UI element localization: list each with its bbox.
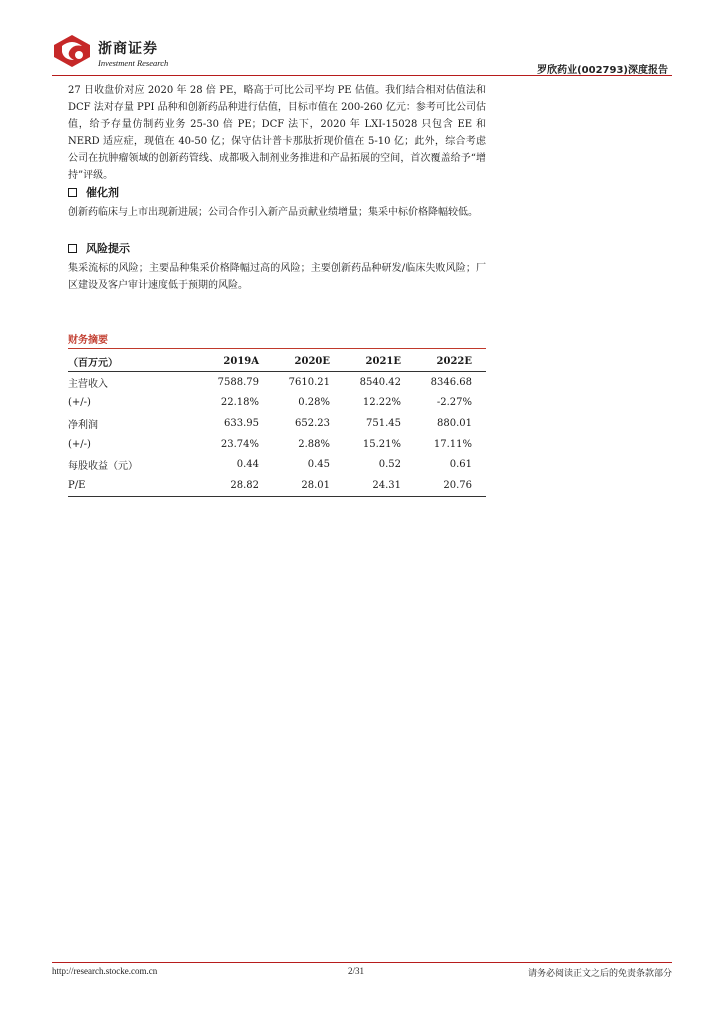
table-cell: 0.61	[449, 459, 472, 471]
table-row	[68, 454, 486, 475]
column-header: 2019A	[202, 351, 273, 372]
table-row	[68, 413, 486, 434]
table-cell: 633.95	[224, 417, 259, 429]
table-cell: 751.45	[366, 417, 401, 429]
page-header	[52, 32, 672, 78]
report-title: 罗欣药业(002793)深度报告	[537, 65, 668, 76]
table-cell: -2.27%	[436, 397, 472, 409]
row-label: 每股收益（元）	[68, 461, 138, 473]
column-header: 2020E	[273, 351, 344, 372]
header-divider	[52, 75, 672, 76]
table-cell: 0.44	[236, 459, 259, 471]
table-cell: 652.23	[295, 417, 330, 429]
table-cell: 15.21%	[362, 438, 401, 450]
table-cell: 17.11%	[433, 438, 472, 450]
column-header: 2022E	[415, 351, 486, 372]
section-risk-title: 风险提示	[86, 242, 130, 255]
table-row	[68, 475, 486, 496]
checkbox-bullet-icon	[68, 244, 77, 253]
table-cell: 7610.21	[288, 376, 330, 388]
table-cell: 20.76	[415, 475, 486, 496]
risk-paragraph: 集采流标的风险；主要品种集采价格降幅过高的风险；主要创新药品种研发/临床失败风险；厂区建设及客户审计速度低于预期的风险。	[68, 263, 486, 291]
table-cell: 22.18%	[220, 397, 259, 409]
row-label: P/E	[68, 475, 202, 496]
table-cell: 24.31	[344, 475, 415, 496]
page-number: 2/31	[348, 966, 365, 976]
column-header: 2021E	[344, 351, 415, 372]
financial-summary-table	[68, 351, 486, 497]
table-row	[68, 393, 486, 414]
table-cell: 28.82	[202, 475, 273, 496]
table-cell: 8540.42	[359, 376, 401, 388]
row-label: 净利润	[68, 419, 98, 431]
valuation-paragraph: 27 日收盘价对应 2020 年 28 倍 PE，略高于可比公司平均 PE 估值。我们结合相对估值法和 DCF 法对存量 PPI 品种和创新药品种进行估值，目标市值在 200-260 亿元：参考可比公司估值，给予存量仿制药业务 25-30 倍 PE；DCF 法下，2020 年 LXI-15028 只包含 EE 和 NERD 适应症，现值在 40-50 亿；保守估计普卡那肽折现价值在 5-10 亿；此外，综合考虑公司在抗肿瘤领域的创新药管线、成都吸入制剂业务推进和产品拓展的空间，首次覆盖给予“增持”评级。	[68, 85, 486, 181]
financial-summary-title: 财务摘要	[68, 335, 108, 346]
table-cell: 23.74%	[220, 438, 259, 450]
column-header: （百万元）	[68, 351, 202, 372]
row-label: 主营收入	[68, 378, 108, 390]
table-cell: 0.45	[307, 459, 330, 471]
section-risk	[68, 240, 130, 256]
company-name-en: Investment Research	[98, 58, 169, 68]
table-cell: 28.01	[273, 475, 344, 496]
table-header-row	[68, 351, 486, 372]
company-name-cn: 浙商证券	[98, 41, 158, 57]
table-cell: 0.28%	[298, 397, 330, 409]
row-label: (+/-)	[68, 438, 91, 450]
financial-title-divider	[68, 348, 486, 349]
footer-disclaimer: 请务必阅读正文之后的免责条款部分	[527, 969, 672, 979]
table-row	[68, 434, 486, 455]
row-label: (+/-)	[68, 397, 91, 409]
table-cell: 8346.68	[430, 376, 472, 388]
section-catalyst	[68, 184, 119, 200]
table-cell: 12.22%	[362, 397, 401, 409]
brand-logo-icon	[52, 34, 92, 68]
table-cell: 0.52	[378, 459, 401, 471]
footer-url-link[interactable]: http://research.stocke.com.cn	[52, 966, 158, 976]
section-catalyst-title: 催化剂	[86, 186, 119, 199]
table-cell: 880.01	[437, 417, 472, 429]
footer-divider	[52, 962, 672, 963]
checkbox-bullet-icon	[68, 188, 77, 197]
catalyst-paragraph: 创新药临床与上市出现新进展；公司合作引入新产品贡献业绩增量；集采中标价格降幅较低。	[68, 207, 478, 218]
table-cell: 7588.79	[217, 376, 259, 388]
table-row	[68, 372, 486, 393]
table-cell: 2.88%	[298, 438, 330, 450]
